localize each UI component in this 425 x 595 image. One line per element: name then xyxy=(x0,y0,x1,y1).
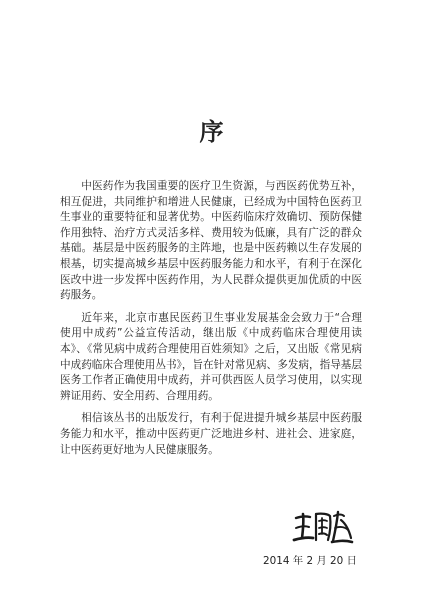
handwritten-signature xyxy=(292,508,354,546)
date-line: 2014 年 2 月 20 日 xyxy=(263,555,357,567)
paragraph-1: 中医药作为我国重要的医疗卫生资源，与西医药优势互补，相互促进，共同维护和增进人民健康，已经成为中国特色医药卫生事业的重要特征和显著优势。中医药临床疗效确切、预防保健作用独特、治疗方式灵活多样、费用较为低廉，具有广泛的群众基础。基层是中医药服务的主阵地，也是中医药赖以生存发展的根基，切实提高城乡基层中医药服务能力和水平，有利于在深化医改中进一步发挥中医药作用，为人民群众提供更加优质的中医药服务。 xyxy=(60,180,362,302)
page-title: 序 xyxy=(199,118,226,146)
paragraph-2: 近年来，北京市惠民医药卫生事业发展基金会致力于“合理使用中成药”公益宣传活动，继出版《中成药临床合理使用读本》、《常见病中成药合理使用百姓须知》之后，又出版《常见病中成药临床合理使用丛书》，旨在针对常见病、多发病，指导基层医务工作者正确使用中成药，并可供西医人员学习使用，以实现辨证用药、安全用药、合理用药。 xyxy=(60,311,362,402)
paragraph-3: 相信该丛书的出版发行，有利于促进提升城乡基层中医药服务能力和水平，推动中医药更广泛地进乡村、进社会、进家庭，让中医药更好地为人民健康服务。 xyxy=(60,412,362,456)
preface-body xyxy=(60,179,362,465)
